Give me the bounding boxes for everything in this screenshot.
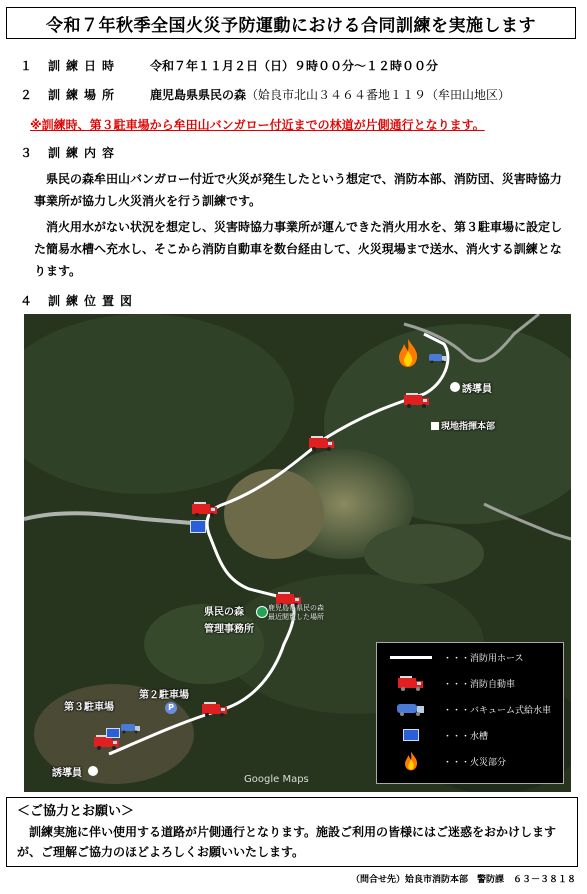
page-title — [6, 7, 576, 39]
command-hq-icon — [431, 422, 439, 430]
section-label: 訓練位置図 — [48, 294, 139, 308]
fire-truck-icon — [202, 701, 228, 721]
fire-truck-icon — [309, 435, 335, 455]
office-label-text: 県民の森 管理事務所 — [204, 607, 254, 635]
legend-text: ・・・火災部分 — [443, 757, 507, 768]
parking2-label: 第２駐車場 — [139, 690, 189, 701]
section-number: ４ — [20, 294, 33, 308]
parking-icon — [165, 702, 177, 714]
location-address: （姶良市北山３４６４番地１１９（牟田山地区） — [246, 88, 511, 102]
guide-top-label: 誘導員 — [462, 384, 492, 395]
notice-title: ＜ご協力とお願い＞ — [17, 804, 135, 819]
water-tank-icon — [383, 725, 439, 745]
legend-vacuum-truck — [383, 699, 551, 719]
road-warning: ※訓練時、第３駐車場から牟田山バンガロー付近までの林道が片側通行となります。 — [30, 118, 485, 132]
page-title-text: 令和７年秋季全国火災予防運動における合同訓練を実施します — [46, 15, 536, 36]
legend-water-tank — [383, 725, 488, 745]
parking-icon-text: P — [168, 703, 174, 712]
notice-body: 訓練実施に伴い使用する道路が片側通行となります。施設ご利用の皆様にはご迷惑をおかけしますが、ご理解ご協力のほどよろしくお願いいたします。 — [17, 825, 557, 859]
datetime-value: 令和７年１１月２日（日）９時００分～１２時００分 — [150, 59, 439, 73]
vacuum-truck-icon — [121, 719, 141, 738]
guide-smiley-icon — [88, 766, 98, 776]
hose-line-icon — [383, 647, 439, 667]
location-value: 鹿児島県県民の森 — [150, 88, 247, 102]
legend-text: ・・・水槽 — [443, 731, 489, 742]
section-number: ２ — [20, 88, 33, 102]
water-tank-icon — [106, 728, 120, 738]
fire-truck-icon — [404, 392, 430, 412]
office-label — [204, 604, 254, 638]
fire-truck-icon — [383, 673, 439, 693]
notice-box — [6, 797, 578, 867]
water-tank-icon — [190, 520, 206, 533]
map-legend — [376, 642, 564, 784]
park-name-text: 鹿児島県県民の森 — [268, 604, 324, 612]
training-location-map[interactable] — [24, 314, 571, 792]
google-maps-watermark: Google Maps — [244, 774, 309, 785]
legend-text: ・・・バキューム式給水車 — [443, 705, 552, 716]
legend-text: ・・・消防自動車 — [443, 679, 516, 690]
hq-label: 現地指揮本部 — [441, 422, 496, 432]
section-number: ３ — [20, 146, 33, 160]
section-content — [20, 144, 150, 161]
section-datetime — [20, 57, 438, 74]
content-paragraph-1: 県民の森牟田山バンガロー付近で火災が発生したという想定で、消防本部、消防団、災害時協力事業所が協力し火災消火を行う訓練です。 — [34, 172, 562, 208]
park-sub-text: 最近閲覧した場所 — [268, 613, 324, 621]
section-label: 訓練内容 — [48, 146, 121, 160]
legend-fire-truck — [383, 673, 515, 693]
legend-hose — [383, 647, 524, 667]
guide-smiley-icon — [450, 382, 460, 392]
fire-icon — [383, 751, 439, 771]
section-label: 訓練場所 — [48, 88, 121, 102]
fire-icon — [396, 338, 420, 372]
legend-fire — [383, 751, 506, 771]
legend-text: ・・・消防用ホース — [443, 653, 524, 664]
section-location — [20, 86, 510, 103]
fire-truck-icon — [192, 501, 218, 521]
contact-info: （問合せ先）姶良市消防本部 警防課 ６３－３８１８ — [350, 875, 576, 885]
section-map — [20, 292, 150, 309]
content-paragraph-2: 消火用水がない状況を想定し、災害時協力事業所が運んできた消火用水を、第３駐車場に設定した簡易水槽へ充水し、そこから消防自動車を数台経由して、火災現場まで送水、消火する訓練となります。 — [34, 220, 563, 278]
parking3-label: 第３駐車場 — [64, 702, 114, 713]
section-label: 訓練日時 — [48, 59, 121, 73]
location-pin-icon — [256, 606, 268, 618]
guide-bottom-label: 誘導員 — [52, 768, 82, 779]
park-name-label — [268, 604, 324, 622]
vacuum-truck-icon — [429, 348, 447, 367]
section-number: １ — [20, 59, 33, 73]
vacuum-truck-icon — [383, 699, 439, 719]
